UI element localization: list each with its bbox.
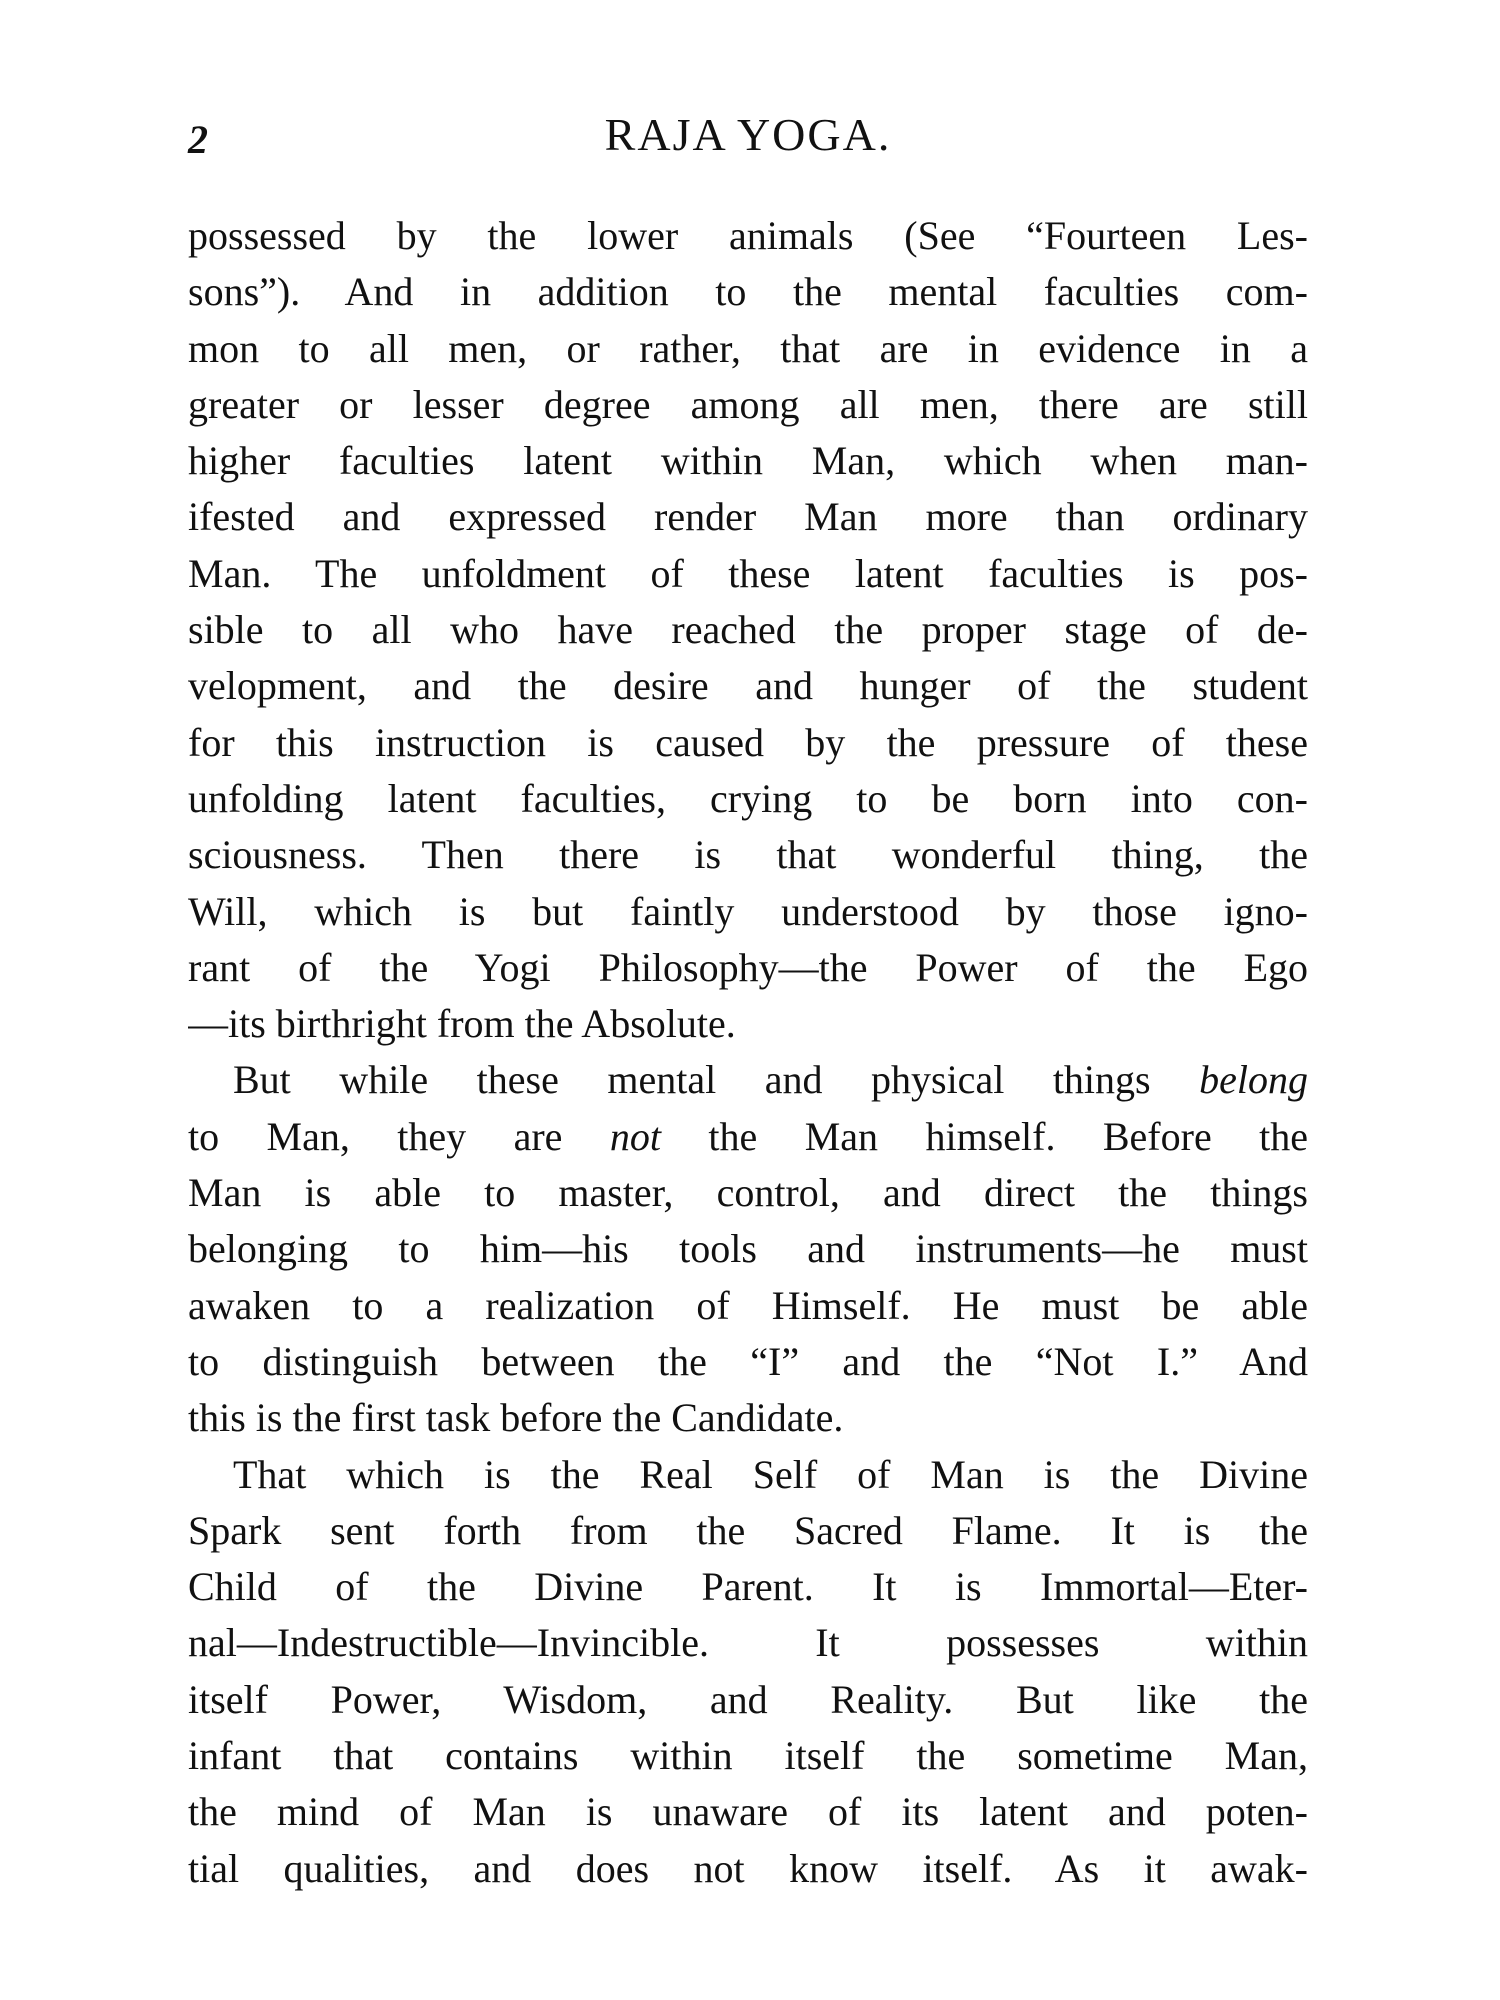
text-line: itself Power, Wisdom, and Reality. But like the [188, 1676, 1308, 1722]
text-run: But while these mental and physical things [233, 1057, 1200, 1103]
page-number: 2 [188, 117, 208, 162]
text-line: higher faculties latent within Man, which when man- [188, 438, 1308, 484]
text-line: sons”). And in addition to the mental faculties com- [188, 269, 1308, 315]
text-line: Will, which is but faintly understood by those igno- [188, 888, 1308, 934]
text-line: mon to all men, or rather, that are in evidence in a [188, 325, 1308, 371]
text-line: unfolding latent faculties, crying to be born into con- [188, 775, 1308, 821]
body-text [188, 208, 1308, 1897]
text-line: Child of the Divine Parent. It is Immortal—Eter- [188, 1564, 1308, 1610]
text-line: to distinguish between the “I” and the “Not I.” And [188, 1338, 1308, 1384]
running-head: RAJA YOGA. [604, 109, 892, 160]
text-line: Man. The unfoldment of these latent faculties is pos- [188, 550, 1308, 596]
text-line: possessed by the lower animals (See “Fourteen Les- [188, 213, 1308, 258]
text-line: Spark sent forth from the Sacred Flame. It is the [188, 1507, 1308, 1553]
paragraph-2 [188, 1052, 1308, 1446]
text-line: for this instruction is caused by the pressure of these [188, 719, 1308, 765]
text-line: infant that contains within itself the sometime Man, [188, 1733, 1308, 1779]
emphasis-text: belong [1199, 1057, 1308, 1103]
text-line: sciousness. Then there is that wonderful thing, the [188, 832, 1308, 878]
text-line [188, 1052, 1308, 1108]
text-line [188, 1109, 1308, 1165]
paragraph-3 [188, 1447, 1308, 1897]
text-line: ifested and expressed render Man more than ordinary [188, 494, 1308, 540]
text-line: velopment, and the desire and hunger of the student [188, 663, 1308, 709]
text-line: this is the first task before the Candidate. [188, 1395, 844, 1441]
text-line: sible to all who have reached the proper stage of de- [188, 607, 1308, 653]
text-line: awaken to a realization of Himself. He must be able [188, 1282, 1308, 1328]
paragraph-1 [188, 208, 1308, 1052]
text-line: tial qualities, and does not know itself. As it awak- [188, 1845, 1308, 1891]
text-line: rant of the Yogi Philosophy—the Power of the Ego [188, 944, 1308, 990]
text-line: nal—Indestructible—Invincible. It possesses within [188, 1620, 1308, 1666]
page-header [188, 108, 1308, 178]
emphasis-text: not [609, 1113, 661, 1159]
text-line: —its birthright from the Absolute. [188, 1001, 736, 1047]
text-run: to Man, they are [188, 1113, 610, 1159]
text-line: belonging to him—his tools and instruments—he must [188, 1226, 1308, 1272]
text-run: the Man himself. Before the [660, 1113, 1308, 1159]
text-line: Man is able to master, control, and direct the things [188, 1170, 1308, 1216]
text-line: That which is the Real Self of Man is the Divine [233, 1451, 1308, 1497]
text-line: greater or lesser degree among all men, there are still [188, 381, 1308, 427]
text-line: the mind of Man is unaware of its latent and poten- [188, 1789, 1308, 1835]
